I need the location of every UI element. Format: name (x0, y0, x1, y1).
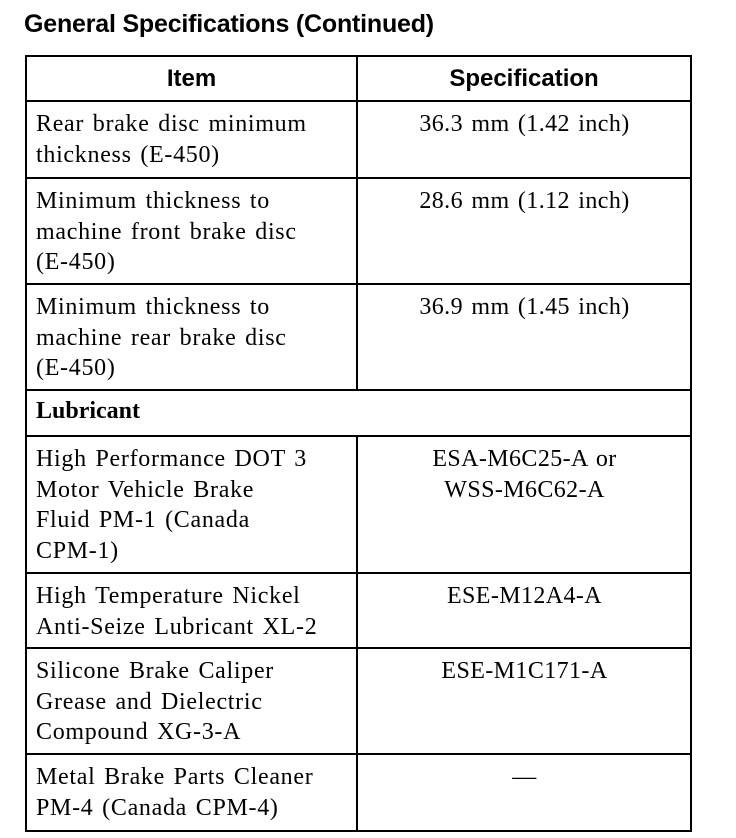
specification-cell (357, 573, 691, 648)
item-text-line: Fluid PM-1 (Canada (36, 507, 250, 533)
specifications-table (25, 55, 692, 832)
item-text-line: machine front brake disc (36, 218, 297, 245)
item-text-line: Anti-Seize Lubricant XL-2 (36, 613, 318, 640)
item-cell (26, 101, 357, 178)
item-text-line: thickness (E-450) (36, 141, 220, 168)
item-cell (26, 573, 357, 648)
specification-text-line: WSS-M6C62-A (444, 476, 605, 503)
item-cell (26, 648, 357, 754)
item-cell (26, 754, 357, 831)
table-row (26, 178, 691, 284)
specification-cell (357, 178, 691, 284)
item-text-line: Rear brake disc minimum (36, 111, 307, 137)
item-text-line: CPM-1) (36, 537, 119, 564)
table-row (26, 436, 691, 573)
specification-cell (357, 101, 691, 178)
item-cell (26, 178, 357, 284)
specification-cell (357, 648, 691, 754)
item-text-line: machine rear brake disc (36, 324, 287, 351)
item-text-line: Motor Vehicle Brake (36, 476, 255, 503)
item-text-line: High Temperature Nickel (36, 583, 301, 609)
specification-text-line: 28.6 mm (1.12 inch) (419, 188, 630, 214)
table-row (26, 284, 691, 390)
item-text-line: Compound XG-3-A (36, 719, 242, 745)
table-row (26, 573, 691, 648)
specification-text-line: 36.3 mm (1.42 inch) (419, 111, 630, 137)
page-title: General Specifications (Continued) (24, 10, 434, 38)
item-text-line: Minimum thickness to (36, 188, 270, 214)
specification-text-line: ESA-M6C25-A or (432, 446, 617, 472)
item-text-line: High Performance DOT 3 (36, 446, 307, 472)
specification-text-line: ESE-M1C171-A (441, 658, 608, 684)
item-text-line: Silicone Brake Caliper (36, 658, 275, 684)
section-row-lubricant (26, 390, 691, 436)
column-header-item: Item (26, 56, 357, 101)
item-text-line: (E-450) (36, 355, 116, 381)
item-text-line: Metal Brake Parts Cleaner (36, 764, 314, 790)
section-heading: Lubricant (26, 390, 691, 436)
item-text-line: (E-450) (36, 249, 116, 275)
specification-cell (357, 436, 691, 573)
item-text-line: PM-4 (Canada CPM-4) (36, 794, 279, 821)
item-text-line: Minimum thickness to (36, 294, 270, 320)
item-cell (26, 284, 357, 390)
item-text-line: Grease and Dielectric (36, 688, 263, 715)
table-header-row (26, 56, 691, 101)
table-row (26, 648, 691, 754)
table-row (26, 754, 691, 831)
table-row (26, 101, 691, 178)
specification-cell (357, 284, 691, 390)
column-header-specification: Specification (357, 56, 691, 101)
specification-text-line: — (512, 764, 537, 790)
item-cell (26, 436, 357, 573)
specification-text-line: ESE-M12A4-A (446, 583, 603, 609)
specification-text-line: 36.9 mm (1.45 inch) (419, 294, 630, 320)
specification-cell (357, 754, 691, 831)
